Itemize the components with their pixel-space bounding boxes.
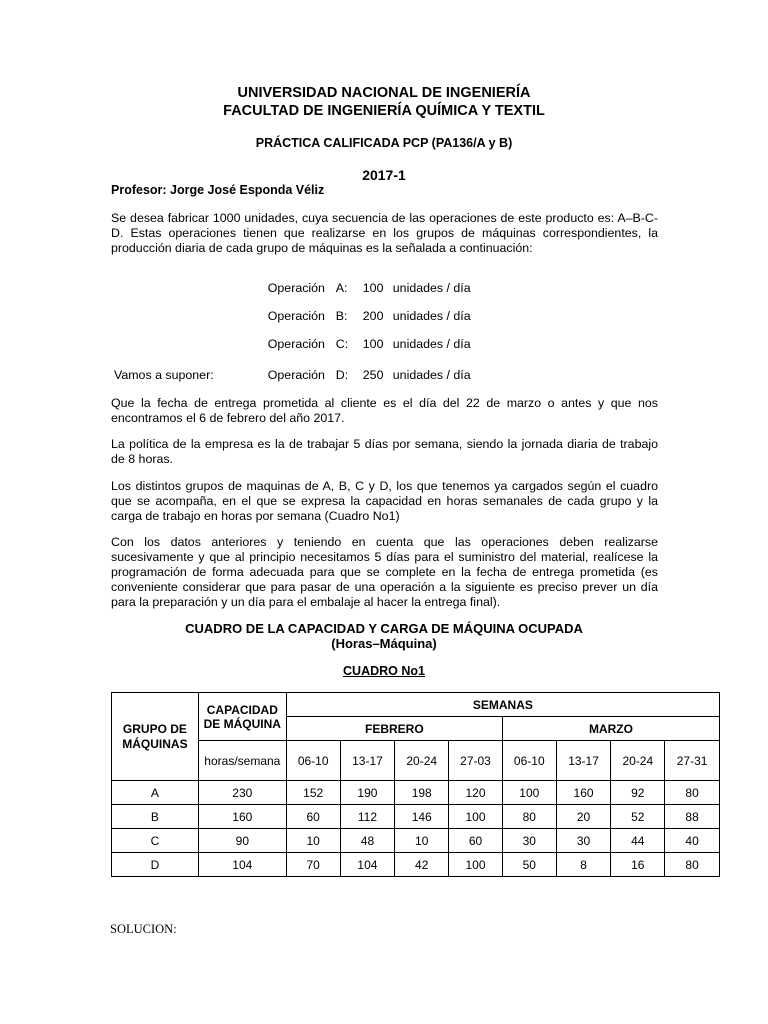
load-cell: 112 <box>340 805 395 829</box>
operation-label: Operación <box>267 281 325 295</box>
load-cell: 42 <box>395 853 449 877</box>
week-header: 27-03 <box>449 741 503 781</box>
group-header: GRUPO DE MÁQUINAS <box>112 693 199 781</box>
capacity-cell: 230 <box>198 781 286 805</box>
faculty-title: FACULTAD DE INGENIERÍA QUÍMICA Y TEXTIL <box>223 103 545 119</box>
load-cell: 80 <box>665 781 720 805</box>
load-cell: 100 <box>449 853 503 877</box>
university-title: UNIVERSIDAD NACIONAL DE INGENIERÍA <box>237 85 531 101</box>
capacity-header: CAPACIDAD DE MÁQUINA <box>198 693 286 741</box>
table-row <box>112 853 720 877</box>
table-row <box>112 781 720 805</box>
capacity-cell: 104 <box>198 853 286 877</box>
load-cell: 70 <box>286 853 340 877</box>
machine-groups-paragraph: Los distintos grupos de maquinas de A, B, C y D, los que tenemos ya cargados según el cuadro que se acompaña, en el que se expresa la capacidad en horas semanales de cada grupo y la carga de trabajo en horas por semana (Cuadro No1) <box>111 479 658 523</box>
load-cell: 16 <box>611 853 665 877</box>
load-cell: 100 <box>502 781 556 805</box>
group-cell: B <box>112 805 199 829</box>
table-row <box>112 829 720 853</box>
operation-id: C: <box>335 337 349 351</box>
table-title: CUADRO DE LA CAPACIDAD Y CARGA DE MÁQUINA OCUPADA <box>185 621 583 636</box>
year-label: 2017-1 <box>362 167 406 183</box>
load-cell: 30 <box>502 829 556 853</box>
capacity-unit: horas/semana <box>198 741 286 781</box>
table-subtitle: (Horas–Máquina) <box>331 636 437 651</box>
operation-qty: 100 <box>362 281 384 295</box>
load-cell: 30 <box>556 829 611 853</box>
month-march: MARZO <box>502 717 719 741</box>
load-cell: 52 <box>611 805 665 829</box>
capacity-table <box>111 692 720 877</box>
operation-qty: 250 <box>362 368 384 382</box>
operation-unit: unidades / día <box>392 368 471 382</box>
load-cell: 10 <box>395 829 449 853</box>
operation-label: Operación <box>267 368 325 382</box>
operation-qty: 100 <box>362 337 384 351</box>
load-cell: 100 <box>449 805 503 829</box>
professor-name: Profesor: Jorge José Esponda Véliz <box>111 183 325 197</box>
group-cell: D <box>112 853 199 877</box>
operation-unit: unidades / día <box>392 309 471 323</box>
week-header: 13-17 <box>556 741 611 781</box>
operation-d <box>254 354 471 396</box>
load-cell: 50 <box>502 853 556 877</box>
operation-qty: 200 <box>362 309 384 323</box>
group-cell: A <box>112 781 199 805</box>
load-cell: 80 <box>502 805 556 829</box>
delivery-paragraph: Que la fecha de entrega prometida al cliente es el día del 22 de marzo o antes y que nos encontramos el 6 de febrero del año 2017. <box>111 396 658 425</box>
load-cell: 20 <box>556 805 611 829</box>
load-cell: 104 <box>340 853 395 877</box>
table-label: CUADRO No1 <box>343 664 425 678</box>
week-header: 20-24 <box>611 741 665 781</box>
week-header: 20-24 <box>395 741 449 781</box>
operation-unit: unidades / día <box>392 337 471 351</box>
capacity-cell: 90 <box>198 829 286 853</box>
weeks-header: SEMANAS <box>286 693 719 717</box>
month-february: FEBRERO <box>286 717 502 741</box>
load-cell: 44 <box>611 829 665 853</box>
load-cell: 48 <box>340 829 395 853</box>
policy-paragraph: La política de la empresa es la de trabajar 5 días por semana, siendo la jornada diaria de trabajo de 8 horas. <box>111 437 658 466</box>
exam-title: PRÁCTICA CALIFICADA PCP (PA136/A y B) <box>255 136 513 150</box>
load-cell: 80 <box>665 853 720 877</box>
week-header: 06-10 <box>502 741 556 781</box>
load-cell: 40 <box>665 829 720 853</box>
week-header: 06-10 <box>286 741 340 781</box>
instructions-paragraph: Con los datos anteriores y teniendo en cuenta que las operaciones deben realizarse sucesivamente y que al principio necesitamos 5 días para el suministro del material, realícese la programación de forma adecuada para que se complete en la fecha de entrega prometida (es conveniente considerar que para pasar de una operación a la siguiente es preciso prever un día para la preparación y un día para el embalaje al hacer la entrega final). <box>111 535 658 609</box>
operation-id: D: <box>335 368 349 382</box>
load-cell: 92 <box>611 781 665 805</box>
week-header: 13-17 <box>340 741 395 781</box>
load-cell: 160 <box>556 781 611 805</box>
load-cell: 152 <box>286 781 340 805</box>
load-cell: 60 <box>449 829 503 853</box>
solution-label: SOLUCION: <box>110 922 177 936</box>
operation-unit: unidades / día <box>392 281 471 295</box>
load-cell: 146 <box>395 805 449 829</box>
week-header: 27-31 <box>665 741 720 781</box>
load-cell: 8 <box>556 853 611 877</box>
load-cell: 190 <box>340 781 395 805</box>
assumption-heading: Vamos a suponer: <box>114 368 214 382</box>
load-cell: 88 <box>665 805 720 829</box>
load-cell: 120 <box>449 781 503 805</box>
group-cell: C <box>112 829 199 853</box>
table-row <box>112 805 720 829</box>
operation-label: Operación <box>267 309 325 323</box>
operation-id: B: <box>335 309 348 323</box>
operation-id: A: <box>335 281 348 295</box>
load-cell: 10 <box>286 829 340 853</box>
operation-label: Operación <box>267 337 325 351</box>
intro-paragraph: Se desea fabricar 1000 unidades, cuya secuencia de las operaciones de este producto es: A–B-C-D. Estas operaciones tienen que realizarse en los grupos de máquinas correspondientes, la producción diaria de cada grupo de máquinas es la señalada a continuación: <box>111 211 658 255</box>
capacity-cell: 160 <box>198 805 286 829</box>
load-cell: 198 <box>395 781 449 805</box>
load-cell: 60 <box>286 805 340 829</box>
